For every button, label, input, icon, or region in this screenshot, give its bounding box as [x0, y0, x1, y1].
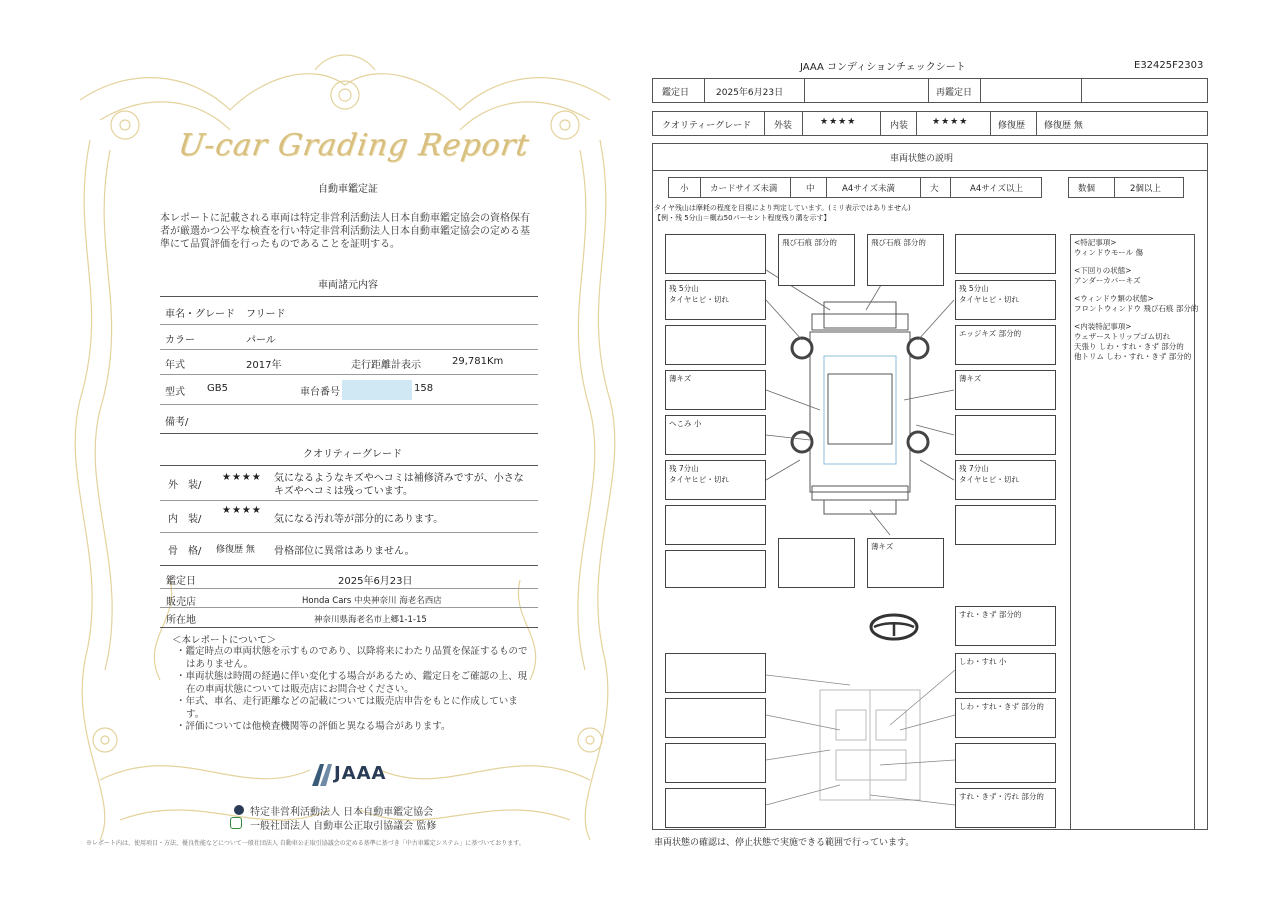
callout-text: エッジキズ 部分的: [959, 329, 1022, 338]
divider: [160, 349, 538, 350]
callout-box: [955, 325, 1056, 365]
note-heading: <下回りの状態>: [1074, 266, 1132, 275]
count-desc: 2個以上: [1130, 184, 1161, 194]
chassis-label: 車台番号: [300, 387, 340, 398]
divider: [826, 177, 827, 198]
note-item: ・鑑定時点の車両状態を示すものであり、以降将来にわたり品質を保証するものではありません。: [176, 646, 528, 670]
callout-text: 残 7分山 タイヤヒビ・切れ: [669, 464, 729, 484]
callout-text: 残 7分山 タイヤヒビ・切れ: [959, 464, 1019, 484]
callout-box: [778, 538, 855, 588]
divider: [160, 565, 538, 566]
divider: [160, 532, 538, 533]
footnote: ※レポート内は、使用項目・方法、優良性能などについて一般社団法人 自動車公正取引協議会の定める基準に基づき「中古車鑑定システム」に基づいております。: [86, 840, 525, 847]
callout-text: すれ・きず 部分的: [959, 610, 1022, 619]
exterior-stars: ★★★★: [820, 117, 857, 127]
callout-text: 残 5分山 タイヤヒビ・切れ: [959, 284, 1019, 304]
callout-box: [665, 743, 766, 783]
callout-box: [665, 550, 766, 588]
footer-note: 車両状態の確認は、停止状態で実施できる範囲で行っています。: [654, 838, 915, 848]
divider: [160, 404, 538, 405]
callout-box: [665, 460, 766, 500]
special-notes: [1074, 238, 1198, 362]
frame-label: 骨 格/: [168, 546, 202, 557]
document-id: E32425F2303: [1134, 60, 1204, 71]
remarks-label: 備考/: [165, 417, 189, 428]
interior-stars: ★★★★: [222, 505, 262, 516]
note-text: ウィンドウモール 傷: [1074, 248, 1143, 257]
exterior-label: 外装: [774, 121, 793, 131]
callout-box: [955, 788, 1056, 828]
org-mark-icon: [234, 805, 244, 815]
divider: [160, 465, 538, 466]
report-subtitle: 自動車鑑定証: [318, 184, 378, 195]
interior-label: 内 装/: [168, 514, 202, 525]
callout-box: [955, 460, 1056, 500]
note-text: 天張り しわ・すれ・きず 部分的: [1074, 342, 1184, 351]
size-large: 大: [930, 184, 939, 194]
note-heading: <ウィンドウ類の状態>: [1074, 294, 1154, 303]
size-small-desc: カードサイズ未満: [710, 184, 778, 194]
repair-label: 修復歴: [998, 121, 1026, 131]
divider: [950, 177, 951, 198]
callout-box: [665, 505, 766, 545]
callout-text: 残 5分山 タイヤヒビ・切れ: [669, 284, 729, 304]
divider: [1081, 78, 1082, 103]
callout-box: [665, 280, 766, 320]
condition-check-sheet: [640, 0, 1280, 904]
year-label: 年式: [165, 360, 185, 371]
interior-stars: ★★★★: [932, 117, 969, 127]
name-value: フリード: [246, 309, 286, 320]
org-mark-icon: [230, 817, 242, 829]
model-label: 型式: [165, 387, 185, 398]
note-heading: <内装特記事項>: [1074, 322, 1132, 331]
dealer-value: Honda Cars 中央神奈川 海老名西店: [302, 596, 442, 606]
callout-box: [955, 505, 1056, 545]
color-label: カラー: [165, 335, 195, 346]
org-name-2: 一般社団法人 自動車公正取引協議会 監修: [250, 821, 437, 832]
sheet-title: JAAA コンディションチェックシート: [800, 62, 966, 73]
divider: [1036, 111, 1037, 136]
divider: [920, 177, 921, 198]
quality-label: クオリティーグレード: [662, 121, 752, 131]
callout-text: 飛び石痕 部分的: [871, 238, 926, 247]
callout-text: しわ・すれ 小: [959, 657, 1007, 666]
callout-box: [778, 234, 855, 286]
appraisal-label: 鑑定日: [662, 88, 690, 98]
report-title: U-car Grading Report: [176, 128, 532, 163]
interior-label: 内装: [890, 121, 909, 131]
note-text: フロントウィンドウ 飛び石痕 部分的: [1074, 304, 1199, 313]
frame-value: 修復歴 無: [216, 545, 255, 555]
divider: [160, 627, 538, 628]
divider: [700, 177, 701, 198]
note-text: 他トリム しわ・すれ・きず 部分的: [1074, 352, 1192, 361]
divider: [160, 607, 538, 608]
note-item: ・車両状態は時間の経過に伴い変化する場合があるため、鑑定日をご確認の上、現在の車両状態については販売店にお問合せください。: [176, 671, 528, 695]
tire-note-1: タイヤ残山は摩耗の程度を目視により判定しています。(ミリ表示ではありません): [654, 204, 911, 212]
frame-text: 骨格部位に異常はありません。: [274, 546, 415, 557]
divider: [160, 588, 538, 589]
divider: [160, 296, 538, 297]
callout-text: へこみ 小: [669, 419, 702, 428]
callout-box: [955, 415, 1056, 455]
divider: [704, 78, 705, 103]
callout-box: [867, 538, 944, 588]
callout-box: [665, 698, 766, 738]
callout-text: しわ・すれ・きず 部分的: [959, 702, 1044, 711]
callout-box: [665, 234, 766, 274]
jaaa-logo-text: JAAA: [334, 763, 387, 784]
year-value: 2017年: [246, 360, 282, 371]
reappraisal-label: 再鑑定日: [936, 88, 973, 98]
callout-box: [665, 788, 766, 828]
callout-box: [665, 370, 766, 410]
divider: [790, 177, 791, 198]
callout-box: [955, 698, 1056, 738]
divider: [880, 111, 881, 136]
callout-box: [665, 325, 766, 365]
divider: [980, 78, 981, 103]
callout-text: 薄キズ: [959, 374, 982, 383]
divider: [916, 111, 917, 136]
appraisal-date-label: 鑑定日: [166, 576, 196, 587]
size-medium: 中: [806, 184, 815, 194]
callout-text: すれ・きず・汚れ 部分的: [959, 792, 1044, 801]
size-medium-desc: A4サイズ未満: [842, 184, 896, 194]
color-value: パール: [246, 335, 276, 346]
name-label: 車名・グレード: [165, 309, 235, 320]
notes-heading: ＜本レポートについて＞: [172, 635, 277, 646]
address-value: 神奈川県海老名市上郷1-1-15: [314, 615, 427, 625]
specs-heading: 車両諸元内容: [318, 280, 378, 291]
note-text: ウェザーストリップゴム切れ: [1074, 332, 1171, 341]
exterior-stars: ★★★★: [222, 472, 262, 483]
divider: [652, 170, 1208, 171]
mileage-value: 29,781Km: [452, 356, 504, 367]
callout-box: [665, 415, 766, 455]
dealer-label: 販売店: [166, 597, 196, 608]
callout-box: [955, 743, 1056, 783]
divider: [160, 433, 538, 434]
tire-note-2: 【例・残 5分山＝概ね50パーセント程度残り溝を示す】: [654, 214, 831, 222]
callout-box: [867, 234, 944, 286]
redaction-block: [342, 380, 412, 400]
chassis-value: 158: [414, 383, 434, 394]
exterior-text: 気になるようなキズやヘコミは補修済みですが、小さなキズやヘコミは残っています。: [274, 473, 524, 497]
quality-heading: クオリティーグレード: [303, 449, 402, 460]
divider: [802, 111, 803, 136]
callout-box: [665, 653, 766, 693]
note-item: ・評価については他検査機関等の評価と異なる場合があります。: [176, 721, 451, 732]
intro-text: 本レポートに記載される車両は特定非営利活動法人日本自動車鑑定協会の資格保有者が厳選かつ公平な検査を行い特定非営利活動法人日本自動車鑑定協会の定める基準にて品質評価を行ったものであることを証明する。: [160, 213, 530, 250]
mileage-label: 走行距離計表示: [351, 360, 421, 371]
appraisal-date-value: 2025年6月23日: [338, 576, 413, 587]
org-name-1: 特定非営利活動法人 日本自動車鑑定協会: [250, 807, 434, 818]
divider: [764, 111, 765, 136]
exterior-label: 外 装/: [168, 480, 202, 491]
divider: [160, 374, 538, 375]
notes-list: [176, 646, 536, 734]
size-large-desc: A4サイズ以上: [970, 184, 1024, 194]
note-text: アンダーカバーキズ: [1074, 276, 1141, 285]
model-value: GB5: [207, 383, 228, 394]
callout-box: [955, 370, 1056, 410]
divider: [1114, 177, 1115, 198]
divider: [990, 111, 991, 136]
divider: [160, 500, 538, 501]
divider: [160, 324, 538, 325]
callout-box: [955, 234, 1056, 274]
callout-text: 薄キズ: [669, 374, 692, 383]
callout-box: [955, 653, 1056, 693]
divider: [928, 78, 929, 103]
interior-text: 気になる汚れ等が部分的にあります。: [274, 514, 444, 525]
count-label: 数個: [1078, 184, 1096, 194]
note-item: ・年式、車名、走行距離などの記載については販売店申告をもとに作成しています。: [176, 696, 518, 720]
note-heading: <特記事項>: [1074, 238, 1117, 247]
address-label: 所在地: [166, 615, 196, 626]
repair-value: 修復歴 無: [1044, 121, 1083, 131]
callout-box: [955, 606, 1056, 646]
appraisal-date: 2025年6月23日: [716, 88, 784, 98]
size-small: 小: [680, 184, 689, 194]
callout-text: 薄キズ: [871, 542, 894, 551]
divider: [804, 78, 805, 103]
callout-text: 飛び石痕 部分的: [782, 238, 837, 247]
callout-box: [955, 280, 1056, 320]
condition-heading: 車両状態の説明: [890, 154, 954, 164]
